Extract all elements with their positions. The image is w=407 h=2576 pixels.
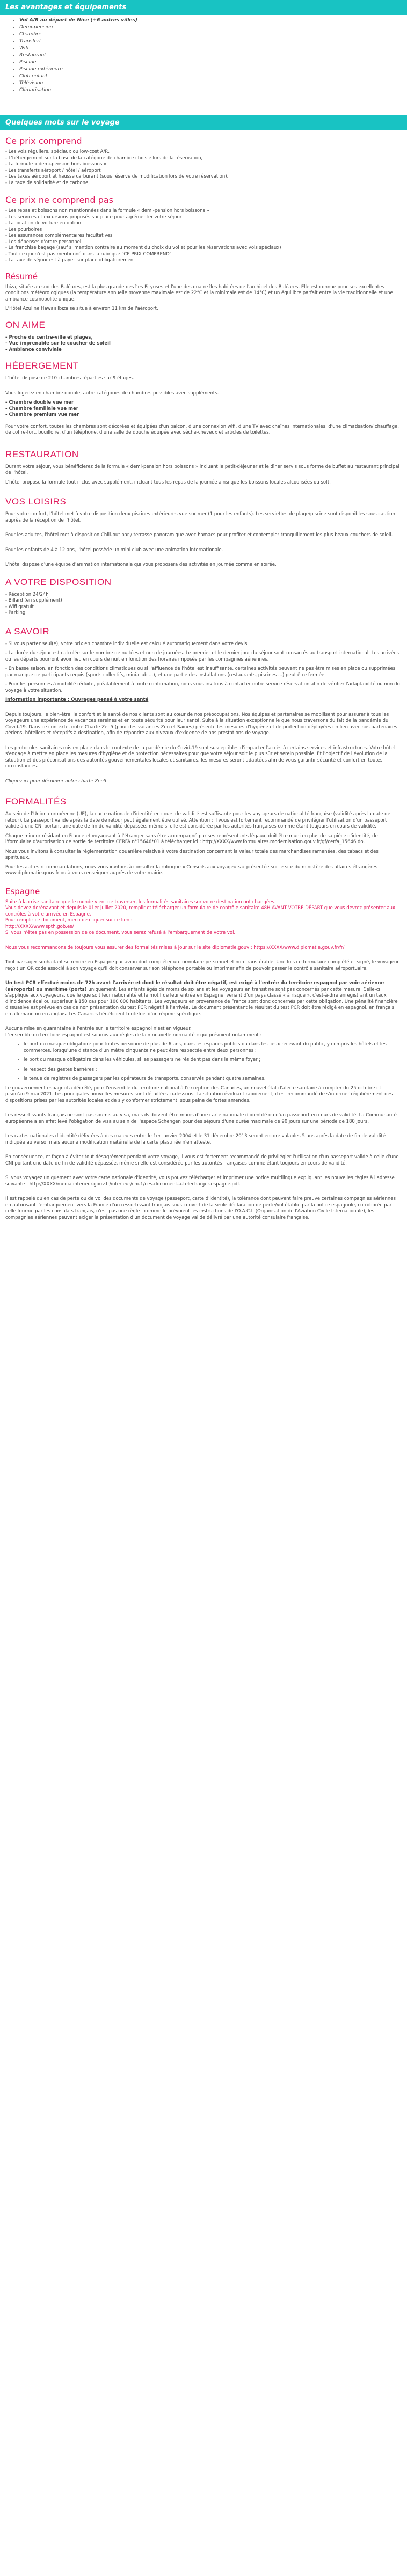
highlights-list bbox=[5, 335, 402, 354]
room-type-item: - Chambre double vue mer bbox=[5, 400, 74, 405]
spain-text-10: Il est rappelé qu'en cas de perte ou de vol des documents de voyage (passeport, carte d'identité), la tolérance dont peuvent faire preuve certaines compagnies aériennes en autorisant l'embarquement vers la France d'un ressortissant français sous couvert de la seule déclaration de perte/vol établie par la police espagnole, corroborée par celle fournie par les consulats français, n'est pas une règle : comme le prévoient les instructions de l'O.A.C.I. (Organisation de l'Aviation Civile Internationale), les compagnies aériennes peuvent exiger la présentation d'un document de voyage valide délivré par une autorité consulaire française. bbox=[5, 1196, 396, 1220]
zen5-charter-link[interactable]: Cliquez ici pour découvrir notre charte Zen5 bbox=[5, 778, 107, 784]
health-info-title: Information importante : Ouvrages pensé à votre santé bbox=[5, 697, 149, 702]
highlight-item: - Ambiance conviviale bbox=[5, 347, 62, 353]
spain-text-4: L'ensemble du territoire espagnol est soumis aux règles de la « nouvelle normalité » qui prévoient notamment : bbox=[5, 1032, 262, 1038]
spain-red-6: Nous vous recommandons de toujours vous assurer des formalités mises à jour sur le site diplomatie.gouv : https://XXXX/www.diplomatie.gouv.fr/fr/ bbox=[5, 945, 345, 950]
highlight-item: - Vue imprenable sur le coucher de soleil bbox=[5, 341, 111, 346]
dining-text-1: Durant votre séjour, vous bénéficierez de la formule « demi-pension hors boissons » incluant le petit-déjeuner et le dîner servis sous forme de buffet au restaurant principal de l'hôtel. bbox=[5, 464, 399, 475]
price-excludes-item: - Les assurances complémentaires facultatives bbox=[5, 233, 113, 238]
dining-title: RESTAURATION bbox=[5, 449, 79, 459]
leisure-text-4: L'hôtel dispose d'une équipe d'animation internationale qui vous proposera des activités en journée comme en soirée. bbox=[5, 562, 277, 567]
good-to-know-2: - La durée du séjour est calculée sur le nombre de nuitées et non de journées. Le premier et le dernier jour du séjour sont consacrés au transport international. Les arrivées ou les départs pourront avoir lieu en cours de nuit en fonction des horaires imposés par les compagnies aériennes. bbox=[5, 650, 399, 662]
spain-pcr-paragraph bbox=[5, 980, 402, 1018]
amenity-item: - Réception 24/24h bbox=[5, 591, 49, 597]
equipment-list bbox=[0, 15, 407, 99]
price-excludes-item: - Les dépenses d'ordre personnel bbox=[5, 239, 82, 245]
price-includes-item: - Les taxes aéroport et hausse carburant (sous réserve de modification lors de votre réservation), bbox=[5, 174, 229, 179]
spain-red-3: Pour remplir ce document, merci de cliquer sur ce lien : bbox=[5, 918, 133, 923]
health-info-text-1: Depuis toujours, le bien-être, le confort et la santé de nos clients sont au cœur de nos préoccupations. Nos équipes et partenaires se mobilisent pour assurer à tous les voyageurs une expérience de vacances sereines et en toute sécurité pour leur santé. Suite à la situation exceptionnelle que nous traversons du fait de la pandémie du Covid-19. Dans ce contexte, notre Charte Zen5 (pour des vacances Zen et Saines) présente les mesures d'hygiène et de protection déployées en lien avec nos partenaires aériens, hôteliers et réceptifs à destination, afin de répondre aux niveaux d'exigence de nos prestations de voyage. bbox=[5, 712, 397, 736]
page bbox=[0, 0, 407, 1221]
price-includes-item: - Les transferts aéroport / hôtel / aéroport bbox=[5, 167, 101, 173]
good-to-know-1: - Si vous partez seul(e), votre prix en chambre individuelle est calculé automatiquement dans votre devis. bbox=[5, 641, 249, 647]
spain-rule-item: • le respect des gestes barrières ; bbox=[24, 1067, 402, 1073]
summary-text: Ibiza, située au sud des Baléares, est la plus grande des îles Pityuses et l'une des quatre îles habitées de l'archipel des Baléares. Elle est connue pour ses excellentes conditions météorologiques (la température annuelle moyenne maximale est de 22°C et la minimale est de 14°C) et un équilibre parfait entre la vie traditionnelle et une ambiance cosmopolite unique. bbox=[5, 284, 393, 302]
price-excludes-item: - Les services et excursions proposés sur place pour agrémenter votre séjour bbox=[5, 214, 182, 220]
leisure-text-2: Pour les adultes, l'hôtel met à disposition Chill-out bar / terrasse panoramique avec hamacs pour profiter et contempler tranquillement les plus beaux couchers de soleil. bbox=[5, 532, 393, 538]
price-excludes-title: Ce prix ne comprend pas bbox=[5, 195, 113, 205]
spain-pcr-bold: Un test PCR effectué moins de 72h avant l'arrivée et dont le résultat doit être négatif, est exigé à l'entrée du territoire espagnol par voie aérienne (aéroports) ou maritime (ports) bbox=[5, 980, 384, 992]
equipment-item: • Club enfant bbox=[19, 73, 407, 80]
amenities-title: A VOTRE DISPOSITION bbox=[5, 576, 112, 587]
spain-form-link[interactable]: http://XXXX/www.spth.gob.es/ bbox=[5, 924, 74, 930]
equipment-item: • Piscine extérieure bbox=[19, 66, 407, 73]
spain-red-2: Vous devez dorénavant et depuis le 01er juillet 2020, remplir et télécharger un formulaire de contrôle sanitaire 48H AVANT VOTRE DÉPART que vous devrez présenter aux contrôles à votre arrivée en Espagne. bbox=[5, 905, 395, 917]
spain-text-5: Le gouvernement espagnol a décrété, pour l'ensemble du territoire national à l'exception des Canaries, un nouvel état d'alerte sanitaire à compter du 25 octobre et jusqu'au 9 mai 2021. Les principales nouvelles mesures sont détaillées ci-dessous. La situation évoluant rapidement, il est recommandé de s'informer régulièrement des dispositions prises par les autorités locales et de s'y conformer strictement, sous peine de fortes amendes. bbox=[5, 1085, 393, 1103]
equipment-item: • Télévision bbox=[19, 80, 407, 87]
equipment-item: • Climatisation bbox=[19, 87, 407, 94]
spain-text-1: Tout passager souhaitant se rendre en Espagne par avion doit compléter un formulaire personnel et non transférable. Une fois ce formulaire complété et signé, le voyageur reçoit un QR code associé à son voyage qu'il doit conserver sur son téléphone portable ou imprimer afin de pouvoir passer le contrôle sanitaire aéroportuaire. bbox=[5, 960, 399, 971]
price-includes-item: - L'hébergement sur la base de la catégorie de chambre choisie lors de la réservation, bbox=[5, 155, 203, 161]
summary-text-2: L'Hôtel Azuline Hawaii Ibiza se situe à environ 11 km de l'aéroport. bbox=[5, 306, 158, 311]
good-to-know-3: - En basse saison, en fonction des conditions climatiques ou si l'affluence de l'hôtel est insuffisante, certaines activités peuvent ne pas être mises en place ou supprimées par manque de participants requis (sports collectifs, mini-club ...), et une partie des installations (restaurants, piscines ...) peut être fermée. bbox=[5, 666, 396, 678]
spain-pcr-text: uniquement. Les enfants âgés de moins de six ans et les voyageurs en transit ne sont pas concernés par cette mesure. Celle-ci s'applique aux voyageurs, quelle que soit leur nationalité et le motif de leur entrée en Espagne, venant d'un pays classé « à risque », c'est-à-dire enregistrant un taux d'incidence égal ou supérieur à 150 cas pour 100 000 habitants. Les voyageurs en provenance de France sont donc concernés par cette obligation. Une pénalité financière dissuasive est prévue en cas de non présentation du test PCR négatif à l'arrivée. Le document présentant le résultat du test PCR doit être rédigé en espagnol, en français, en allemand ou en anglais. Les Canaries bénéficient toutefois d'un régime spécifique. bbox=[5, 986, 398, 1017]
equipment-item: • Transfert bbox=[19, 38, 407, 45]
price-excludes-item: - Tout ce qui n'est pas mentionné dans la rubrique "CE PRIX COMPREND" bbox=[5, 251, 172, 257]
room-types-list bbox=[5, 400, 402, 419]
room-type-item: - Chambre premium vue mer bbox=[5, 412, 79, 418]
highlight-item: - Proche du centre-ville et plages, bbox=[5, 334, 93, 340]
accommodation-text-3: Pour votre confort, toutes les chambres sont décorées et équipées d'un balcon, d'une connexion wifi, d'une TV avec chaînes internationales, d'une climatisation/ chauffage, de coffre-fort, bouilloire, d'un téléphone, d'une salle de douche équipée avec sèche-cheveux et articles de toilettes. bbox=[5, 423, 399, 435]
spain-title: Espagne bbox=[5, 886, 40, 896]
spain-rule-item: • le port du masque obligatoire pour toutes personne de plus de 6 ans, dans les espaces publics ou dans les lieux recevant du public, y compris les hôtels et les commerces, lorsqu'une distance d'un mètre cinquante ne peut être respectée entre deux personnes ; bbox=[24, 1042, 402, 1054]
good-to-know-title: A SAVOIR bbox=[5, 626, 50, 636]
summary-title: Résumé bbox=[5, 271, 38, 281]
price-excludes-list bbox=[5, 208, 402, 258]
formalities-text-1: Au sein de l'Union européenne (UE), la carte nationale d'identité en cours de validité est suffisante pour les voyageurs de nationalité française (validité après la date de retour). Le passeport valide après la date de retour peut également être utilisé. Attention : il vous est fortement recommandé de privilégier l'utilisation d'un passeport valide à une CNI portant une date de fin de validité dépassée, même si elle est considérée par les autorités françaises comme étant toujours en cours de validité. bbox=[5, 811, 390, 829]
formalities-text-2: Chaque mineur résidant en France et voyageant à l'étranger sans être accompagné par ses représentants légaux, doit être muni en plus de sa pièce d'identité, de l'formulaire d'autorisation de sortie de territoire CERFA n°15646*01 à télécharger ici : http://XXXX/www.formulaires.modernisation.gouv.fr/gf/cerfa_15646.do. bbox=[5, 833, 378, 845]
spain-rules-list bbox=[16, 1042, 402, 1082]
spain-rule-item: • la tenue de registres de passagers par les opérateurs de transports, conservés pendant quatre semaines. bbox=[24, 1076, 402, 1082]
amenity-item: - Parking bbox=[5, 610, 26, 616]
accommodation-text-1: L'hôtel dispose de 210 chambres réparties sur 9 étages. bbox=[5, 376, 134, 381]
equipment-item: • Wifi bbox=[19, 45, 407, 52]
equipment-item: • Vol A/R au départ de Nice (+6 autres villes) bbox=[19, 17, 407, 24]
equipment-item: • Piscine bbox=[19, 59, 407, 66]
price-includes-item: - La formule « demi-pension hors boissons » bbox=[5, 162, 107, 167]
equipment-item: • Restaurant bbox=[19, 52, 407, 59]
trip-banner: Quelques mots sur le voyage bbox=[0, 115, 407, 130]
spain-red-1: Suite à la crise sanitaire que le monde vient de traverser, les formalités sanitaires sur votre destination ont changées. bbox=[5, 899, 276, 905]
amenity-item: - Billard (en supplément) bbox=[5, 598, 62, 603]
accommodation-title: HÉBERGEMENT bbox=[5, 361, 79, 371]
spain-text-6: Les ressortissants français ne sont pas soumis au visa, mais ils doivent être munis d'une carte nationale d'identité ou d'un passeport en cours de validité. La Communauté européenne a en effet levé l'obligation de visa au sein de l'espace Schengen pour des séjours d'une durée maximale de 90 jours sur une période de 180 jours. bbox=[5, 1113, 397, 1124]
good-to-know-4: - Pour les personnes à mobilité réduite, préalablement à toute confirmation, nous vous invitons à contacter notre service réservation afin de vérifier l'adaptabilité ou non du voyage à votre situation. bbox=[5, 682, 400, 693]
tourist-tax-note: - La taxe de séjour est à payer sur place obligatoirement bbox=[5, 258, 135, 263]
spain-text-9: Si vous voyagez uniquement avec votre carte nationale d'identité, vous pouvez télécharger et imprimer une notice multilingue expliquant les nouvelles règles à l'adresse suivante : http://XXXX/media.interieur.gouv.fr/interieur/cni-1/ces-document-a-telecharger-espagne.pdf. bbox=[5, 1175, 395, 1187]
spain-text-7: Les cartes nationales d'identité délivrées à des majeurs entre le 1er janvier 2004 et le 31 décembre 2013 seront encore valables 5 ans après la date de fin de validité indiquée au verso, mais aucune modification matérielle de la carte plastifiée n'en atteste. bbox=[5, 1133, 386, 1145]
spain-red-5: Si vous n'êtes pas en possession de ce document, vous serez refusé à l'embarquement de votre vol. bbox=[5, 930, 236, 935]
leisure-title: VOS LOISIRS bbox=[5, 496, 67, 507]
leisure-text-1: Pour votre confort, l'hôtel met à votre disposition deux piscines extérieures vue sur mer (1 pour les enfants). Les serviettes de plage/piscine sont disponibles sous caution auprès de la réception de l'hôtel. bbox=[5, 511, 395, 523]
spain-rule-item: • le port du masque obligatoire dans les véhicules, si les passagers ne résident pas dans le même foyer ; bbox=[24, 1057, 402, 1064]
equipment-item: • Demi-pension bbox=[19, 24, 407, 31]
dining-text-2: L'hôtel propose la formule tout inclus avec supplément, incluant tous les repas de la journée ainsi que les boissons locales alcoolisées ou soft. bbox=[5, 479, 331, 485]
spain-text-3: Aucune mise en quarantaine à l'entrée sur le territoire espagnol n'est en vigueur. bbox=[5, 1026, 192, 1031]
formalities-title: FORMALITÉS bbox=[5, 796, 67, 807]
price-includes-item: - Les vols réguliers, spéciaux ou low-cost A/R, bbox=[5, 149, 110, 155]
price-includes-list bbox=[5, 149, 402, 186]
equipment-item: • Chambre bbox=[19, 31, 407, 38]
equipment-banner: Les avantages et équipements bbox=[0, 0, 407, 15]
leisure-text-3: Pour les enfants de 4 à 12 ans, l'hôtel possède un mini club avec une animation internationale. bbox=[5, 547, 223, 553]
amenities-list bbox=[5, 592, 402, 617]
accommodation-text-2: Vous logerez en chambre double, autre catégories de chambres possibles avec suppléments. bbox=[5, 390, 219, 396]
health-info-text-2: Les protocoles sanitaires mis en place dans le contexte de la pandémie du Covid-19 sont susceptibles d'impacter l'accès à certains services et infrastructures. Votre hôtel s'engage à mettre en place les mesures d'hygiène et de protection nécessaires pour que votre séjour soit le plus sûr et serein possible. Et l'objectif de l'évolution de la situation et des préconisations des autorités gouvernementales locales et sanitaires, les mesures seront adaptées afin de vous garantir sécurité et confort en toutes circonstances. bbox=[5, 745, 395, 769]
price-excludes-item: - La franchise bagage (sauf si mention contraire au moment du choix du vol et pour les réservations avec vols spéciaux) bbox=[5, 245, 281, 251]
formalities-text-3: Nous vous invitons à consulter la réglementation douanière relative à votre destination concernant la valeur totale des marchandises ramenées, des tabacs et des spiritueux. bbox=[5, 848, 379, 860]
price-excludes-item: - Les repas et boissons non mentionnées dans la formule « demi-pension hors boissons » bbox=[5, 208, 209, 214]
highlights-title: ON AIME bbox=[5, 319, 46, 330]
price-excludes-item: - La location de voiture en option bbox=[5, 221, 81, 226]
formalities-text-4: Pour les autres recommandations, nous vous invitons à consulter la rubrique « Conseils aux voyageurs » présentée sur le site du ministère des affaires étrangères www.diplomatie.gouv.fr ou à vous renseigner auprès de votre mairie. bbox=[5, 864, 377, 876]
price-includes-item: - La taxe de solidarité et de carbone, bbox=[5, 180, 90, 186]
room-type-item: - Chambre familiale vue mer bbox=[5, 406, 78, 412]
spain-text-8: En conséquence, et façon à éviter tout désagrément pendant votre voyage, il vous est fortement recommandé de privilégier l'utilisation d'un passeport valide à celle d'une CNI portant une date de fin de validité dépassée, même si elle est considérée par les autorités françaises comme étant toujours en cours de validité. bbox=[5, 1154, 399, 1166]
price-includes-title: Ce prix comprend bbox=[5, 136, 82, 146]
trip-section bbox=[0, 136, 407, 1221]
price-excludes-item: - Les pourboires bbox=[5, 226, 42, 232]
amenity-item: - Wifi gratuit bbox=[5, 604, 34, 610]
